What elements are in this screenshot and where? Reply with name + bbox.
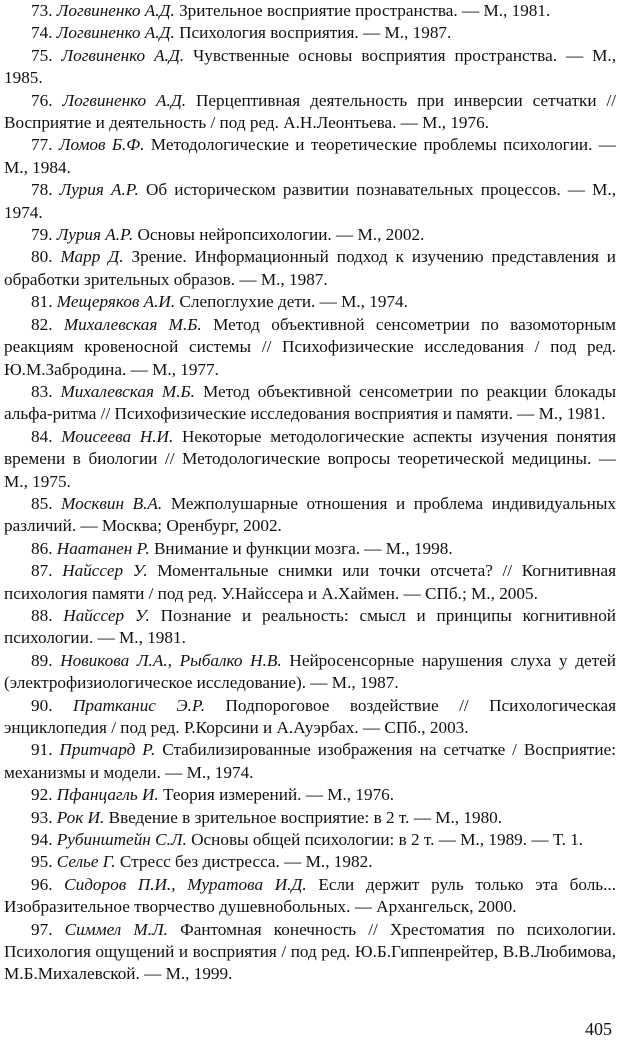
reference-item bbox=[4, 560, 616, 605]
reference-author: Рок И. bbox=[56, 807, 105, 827]
reference-number: 84. bbox=[31, 426, 53, 446]
reference-item bbox=[4, 874, 616, 919]
reference-text: Нейросенсорные нарушения слуха у детей (электрофизиологическое исследование). — М., 1987. bbox=[4, 650, 617, 693]
reference-item bbox=[4, 22, 616, 44]
reference-number: 95. bbox=[31, 852, 53, 872]
reference-author: Моисеева Н.И. bbox=[61, 426, 174, 446]
reference-item bbox=[4, 538, 616, 560]
reference-text: Методологические и теоретические проблемы психологии. — М., 1984. bbox=[4, 135, 616, 177]
reference-item bbox=[4, 179, 616, 224]
reference-text: Психология восприятия. — М., 1987. bbox=[174, 23, 452, 43]
reference-number: 94. bbox=[31, 830, 53, 850]
reference-author: Найссер У. bbox=[63, 605, 150, 625]
reference-item bbox=[4, 45, 616, 90]
reference-author: Михалевская М.Б. bbox=[60, 381, 195, 401]
reference-number: 93. bbox=[31, 807, 53, 827]
reference-text: Зрительное восприятие пространства. — М., 1981. bbox=[174, 1, 551, 20]
reference-author: Марр Д. bbox=[60, 247, 124, 267]
reference-author: Москвин В.А. bbox=[61, 493, 163, 513]
reference-number: 83. bbox=[31, 381, 53, 401]
reference-number: 87. bbox=[31, 561, 53, 581]
reference-item bbox=[4, 829, 616, 851]
reference-item bbox=[4, 784, 616, 806]
reference-author: Мещеряков А.И. bbox=[56, 292, 176, 312]
reference-author: Логвиненко А.Д. bbox=[61, 45, 185, 65]
reference-item bbox=[4, 381, 616, 426]
reference-text: Если держит руль только эта боль... Изобразительное творчество душевнобольных. — Архангельск, 2000. bbox=[4, 874, 616, 917]
reference-item bbox=[4, 426, 616, 493]
reference-text: Некоторые методологические аспекты изучения понятия времени в биологии // Методологические вопросы теоретической медицины. — М., 1975. bbox=[4, 426, 617, 491]
reference-author: Логвиненко А.Д. bbox=[62, 90, 187, 110]
reference-item bbox=[4, 90, 616, 135]
reference-text: Основы общей психологии: в 2 т. — М., 1989. — Т. 1. bbox=[186, 830, 584, 850]
reference-author: Пратканис Э.Р. bbox=[72, 695, 206, 715]
reference-text: Чувственные основы восприятия пространства. — М., 1985. bbox=[4, 45, 617, 88]
reference-item bbox=[4, 493, 616, 538]
reference-author: Наатанен Р. bbox=[56, 538, 150, 558]
reference-number: 73. bbox=[31, 1, 53, 20]
reference-author: Новикова Л.А., Рыбалко Н.В. bbox=[60, 650, 282, 670]
reference-text: Перцептивная деятельность при инверсии сетчатки // Восприятие и деятельность / под ред. А.Н.Леонтьева. — М., 1976. bbox=[4, 90, 617, 133]
reference-text: Подпороговое воздействие // Психологическая энциклопедия / под ред. Р.Корсини и А.Ауэрбах. — СПб., 2003. bbox=[4, 695, 617, 737]
reference-number: 86. bbox=[31, 538, 53, 558]
reference-text: Стабилизированные изображения на сетчатке / Восприятие: механизмы и модели. — М., 1974. bbox=[4, 740, 616, 782]
reference-number: 78. bbox=[31, 180, 53, 200]
reference-number: 92. bbox=[31, 785, 53, 805]
reference-item bbox=[4, 291, 616, 313]
reference-text: Зрение. Информационный подход к изучению представления и обработки зрительных образов. — М., 1987. bbox=[4, 247, 617, 289]
reference-author: Найссер У. bbox=[62, 561, 148, 581]
reference-item bbox=[4, 807, 616, 829]
reference-author: Пфанцагль И. bbox=[56, 785, 159, 805]
reference-author: Лурия А.Р. bbox=[56, 225, 134, 245]
reference-number: 82. bbox=[31, 314, 53, 334]
reference-author: Ломов Б.Ф. bbox=[58, 135, 145, 155]
reference-number: 76. bbox=[31, 90, 53, 110]
reference-author: Рубинштейн С.Л. bbox=[56, 830, 187, 850]
reference-number: 81. bbox=[31, 292, 53, 312]
reference-number: 85. bbox=[31, 493, 53, 513]
reference-number: 77. bbox=[31, 135, 53, 155]
reference-text: Слепоглухие дети. — М., 1974. bbox=[175, 292, 408, 312]
reference-text: Метод объективной сенсометрии по вазомоторным реакциям кровеносной системы // Психофизические исследования / под ред. Ю.М.Забродина. — М., 1977. bbox=[4, 314, 616, 379]
reference-author: Селье Г. bbox=[56, 852, 116, 872]
reference-author: Логвиненко А.Д. bbox=[56, 1, 175, 20]
reference-list bbox=[4, 0, 616, 986]
reference-item bbox=[4, 739, 616, 784]
reference-number: 97. bbox=[31, 919, 53, 939]
reference-author: Сидоров П.И., Муратова И.Д. bbox=[64, 874, 307, 894]
reference-author: Логвиненко А.Д. bbox=[56, 23, 175, 43]
reference-text: Внимание и функции мозга. — М., 1998. bbox=[149, 538, 453, 558]
reference-item bbox=[4, 224, 616, 246]
reference-number: 79. bbox=[31, 225, 53, 245]
reference-item bbox=[4, 314, 616, 381]
reference-author: Михалевская М.Б. bbox=[63, 314, 202, 334]
reference-text: Познание и реальность: смысл и принципы когнитивной психологии. — М., 1981. bbox=[4, 605, 616, 648]
reference-text: Стресс без дистресса. — М., 1982. bbox=[115, 852, 373, 872]
reference-text: Метод объективной сенсометрии по реакции блокады альфа-ритма // Психофизические исследования восприятия и памяти. — М., 1981. bbox=[4, 381, 616, 424]
reference-item bbox=[4, 246, 616, 291]
reference-item bbox=[4, 134, 616, 179]
reference-number: 91. bbox=[31, 740, 53, 760]
reference-item bbox=[4, 650, 616, 695]
reference-author: Притчард Р. bbox=[59, 740, 156, 760]
reference-number: 80. bbox=[31, 247, 53, 267]
reference-item bbox=[4, 605, 616, 650]
reference-text: Основы нейропсихологии. — М., 2002. bbox=[133, 225, 425, 245]
reference-item bbox=[4, 851, 616, 873]
reference-item bbox=[4, 0, 616, 22]
reference-text: Введение в зрительное восприятие: в 2 т. — М., 1980. bbox=[104, 807, 503, 827]
reference-text: Фантомная конечность // Хрестоматия по психологии. Психология ощущений и восприятия / под ред. Ю.Б.Гиппенрейтер, В.В.Любимова, М.Б.Михалевской. — М., 1999. bbox=[4, 919, 616, 984]
reference-number: 89. bbox=[31, 650, 53, 670]
reference-number: 88. bbox=[31, 605, 53, 625]
page-number: 405 bbox=[585, 1019, 612, 1039]
reference-text: Межполушарные отношения и проблема индивидуальных различий. — Москва; Оренбург, 2002. bbox=[4, 493, 616, 536]
reference-number: 75. bbox=[31, 45, 53, 65]
reference-text: Теория измерений. — М., 1976. bbox=[158, 785, 395, 805]
reference-item bbox=[4, 695, 616, 740]
reference-author: Лурия А.Р. bbox=[59, 180, 139, 200]
reference-number: 96. bbox=[31, 874, 53, 894]
reference-item bbox=[4, 919, 616, 986]
reference-number: 74. bbox=[31, 23, 53, 43]
reference-author: Симмел М.Л. bbox=[64, 919, 168, 939]
reference-number: 90. bbox=[31, 695, 53, 715]
reference-text: Моментальные снимки или точки отсчета? // Когнитивная психология памяти / под ред. У.Найссера и А.Хаймен. — СПб.; М., 2005. bbox=[4, 561, 616, 603]
reference-text: Об историческом развитии познавательных процессов. — М., 1974. bbox=[4, 180, 616, 222]
